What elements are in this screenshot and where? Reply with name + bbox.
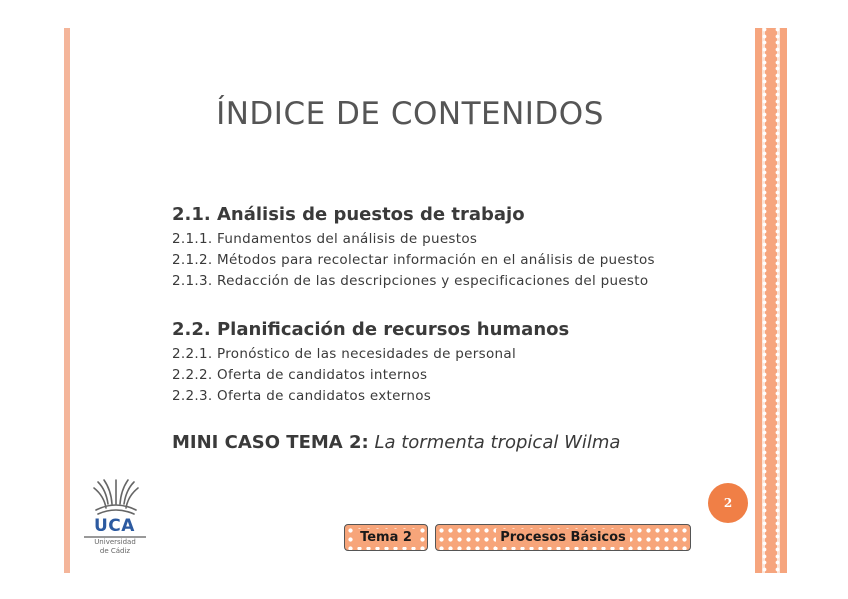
mini-case [172, 432, 620, 453]
logo-subtitle [84, 538, 146, 556]
slide-title: ÍNDICE DE CONTENIDOS [216, 96, 604, 132]
mini-case-title: La tormenta tropical Wilma [374, 432, 621, 453]
section-heading-2-1: 2.1. Análisis de puestos de trabajo [172, 204, 525, 225]
tab-tema-2[interactable] [344, 524, 428, 551]
left-border-rule [64, 28, 70, 573]
logo-subtitle-line1: Universidad [94, 538, 136, 546]
section-item-2-2-2: 2.2.2. Oferta de candidatos internos [172, 367, 428, 383]
logo-subtitle-line2: de Cádiz [99, 547, 131, 555]
section-item-2-2-1: 2.2.1. Pronóstico de las necesidades de personal [172, 346, 517, 362]
tab-procesos-basicos-label: Procesos Básicos [496, 529, 630, 547]
tab-procesos-basicos[interactable] [435, 524, 691, 551]
page-number: 2 [723, 496, 733, 510]
mini-case-label: MINI CASO TEMA 2: [172, 432, 369, 453]
section-item-2-1-2: 2.1.2. Métodos para recolectar información en el análisis de puestos [172, 252, 655, 268]
right-decorative-strip [755, 28, 787, 573]
section-heading-2-2: 2.2. Planificación de recursos humanos [172, 319, 570, 340]
uca-logo-emblem-icon [84, 478, 148, 518]
uca-logo-wordmark [94, 516, 135, 536]
uca-logo-text: UCA [94, 516, 135, 536]
section-item-2-2-3: 2.2.3. Oferta de candidatos externos [172, 388, 432, 404]
page-number-badge [708, 483, 748, 523]
section-item-2-1-3: 2.1.3. Redacción de las descripciones y especificaciones del puesto [172, 273, 649, 289]
tab-tema-2-label: Tema 2 [356, 529, 416, 547]
section-item-2-1-1: 2.1.1. Fundamentos del análisis de puestos [172, 231, 478, 247]
